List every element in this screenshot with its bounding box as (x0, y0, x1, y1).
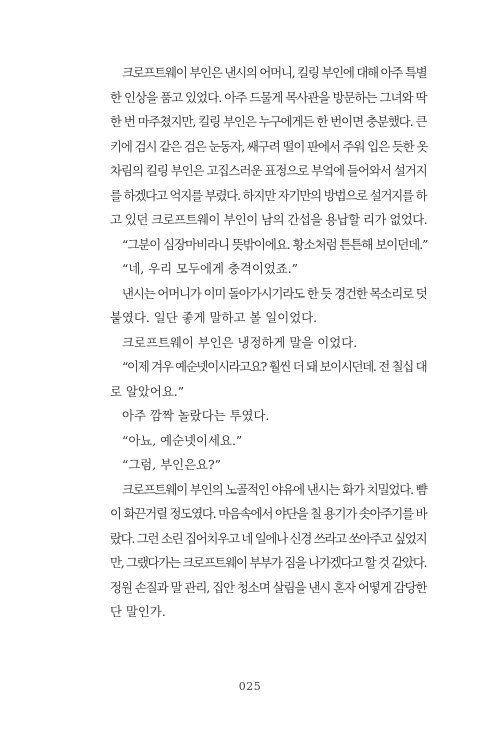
text-line: 키에 검시 같은 검은 눈동자, 쌔구려 떨이 판에서 주워 입은 듯한 옷 (110, 138, 428, 154)
text-line: 크로프트웨이 부인은 냉정하게 말을 이었다. (122, 334, 358, 350)
text-line: 랐다. 그런 소린 집어치우고 네 일에나 신경 쓰라고 쏘아주고 싶었지 (110, 530, 427, 546)
text-line: 아주 깜짝 놀랐다는 투였다. (122, 408, 270, 423)
text-line: “아뇨, 예순넷이세요.” (122, 432, 243, 448)
text-line: 차림의 킬링 부인은 고집스러운 표정으로 부엌에 들어와서 설거지 (110, 163, 427, 178)
text-line: 이 화끈거릴 정도였다. 마음속에서 야단을 칠 용기가 솟아주기를 바 (110, 506, 427, 521)
page-number: 025 (238, 680, 262, 693)
text-line: 고 있던 크로프트웨이 부인이 남의 간섭을 용납할 리가 없었다. (110, 212, 428, 227)
text-line: “그럼, 부인은요?” (122, 457, 222, 472)
text-line: 크로프트웨이 부인은 낸시의 어머니, 킬링 부인에 대해 아주 특별 (122, 65, 427, 80)
text-line: 를 하겠다고 억지를 부렸다. 하지만 자기만의 방법으로 설거지를 하 (110, 187, 427, 203)
text-line: 한 인상을 품고 있었다. 아주 드물게 목사관을 방문하는 그녀와 딱 (110, 89, 427, 105)
text-line: “그분이 심장마비라니 뜻밖이에요. 황소처럼 튼튼해 보이던데.” (122, 236, 428, 252)
text-line: “네, 우리 모두에게 충격이었죠.” (122, 261, 298, 276)
body-text (110, 61, 428, 625)
text-line: 로 알았어요.” (110, 383, 185, 399)
text-line: 붙였다. 일단 좋게 말하고 볼 일이었다. (110, 310, 318, 325)
text-line: “이제 겨우 예순넷이시라고요? 훨씬 더 돼 보이시던데. 전 칠십 대 (122, 359, 427, 374)
text-line: 한 번 마주쳤지만, 킬링 부인은 누구에게든 한 번이면 충분했다. 큰 (110, 114, 427, 129)
text-line: 크로프트웨이 부인의 노골적인 야유에 낸시는 화가 치밀었다. 뺨 (122, 481, 427, 497)
text-line: 단 말인가. (110, 604, 166, 619)
text-line: 낸시는 어머니가 이미 돌아가시기라도 한 듯 경건한 목소리로 덧 (122, 285, 427, 301)
text-line: 만, 그랬다가는 크로프트웨이 부부가 짐을 나가겠다고 할 것 같았다. (110, 555, 427, 570)
text-line: 정원 손질과 말 관리, 집안 청소며 살림을 낸시 혼자 어떻게 감당한 (110, 579, 427, 595)
